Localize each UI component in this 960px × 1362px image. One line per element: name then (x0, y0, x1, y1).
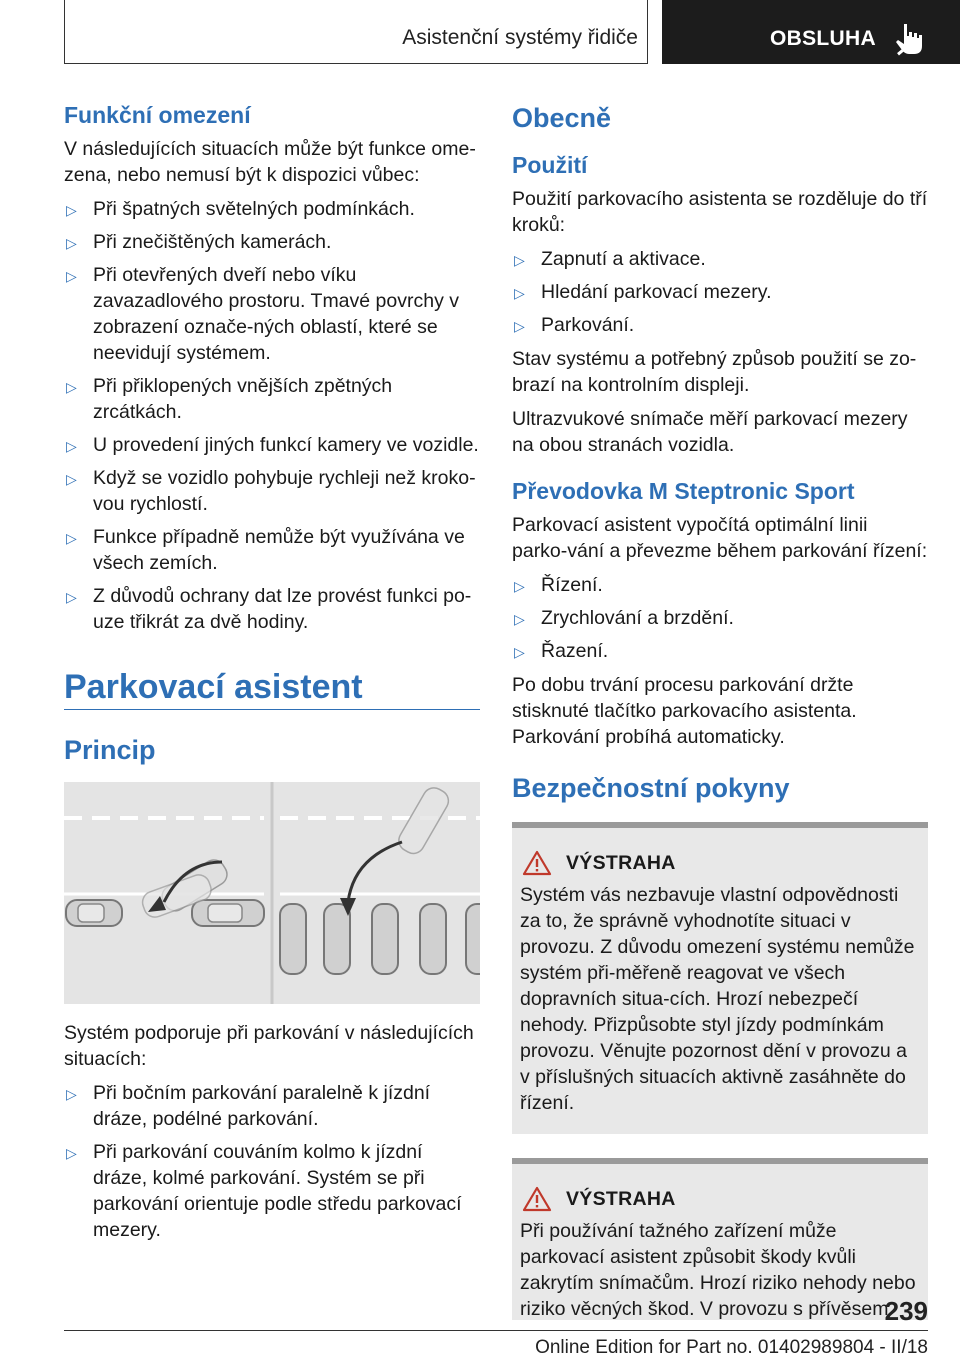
bullet-triangle-icon: ▷ (514, 318, 525, 334)
warning-title: VÝSTRAHA (566, 1187, 676, 1210)
bullet-triangle-icon: ▷ (514, 252, 525, 268)
bullet-triangle-icon: ▷ (514, 285, 525, 301)
usage-heading: Použití (512, 152, 588, 178)
list-item: ▷ Řízení. (512, 572, 928, 598)
list-item: ▷ Z důvodů ochrany dat lze provést funkci po-uze třikrát za dvě hodiny. (66, 585, 472, 633)
limits-intro: V následujících situacích může být funkce ome-zena, nebo nemusí být k dispozici vůbec: (64, 138, 476, 186)
usage-list (512, 246, 928, 338)
header-section-title: Asistenční systémy řidiče (402, 26, 638, 49)
limits-list (64, 196, 480, 635)
principle-list (64, 1080, 480, 1243)
warning-box (512, 822, 928, 1134)
car-icon (466, 904, 480, 974)
list-item: ▷ Funkce případně nemůže být využívána ve všech zemích. (66, 526, 465, 574)
parking-diagram (64, 782, 480, 1004)
car-icon (372, 904, 398, 974)
warning-text: Systém vás nezbavuje vlastní odpovědnosti za to, že správně vyhodnotíte situaci v provozu. Z důvodu omezení systému nemůže systém při-měřeně reagovat ve všech dopravních situa-cích. Hrozí nebezpečí nehody. Přizpůsobte styl jízdy podmínkám provozu. Věnujte pozornost dění v provozu a v příslušných situacích aktivně zasáhněte do řízení. (520, 884, 915, 1114)
car-icon (420, 904, 446, 974)
header-tab-label: OBSLUHA (770, 27, 876, 50)
bullet-triangle-icon: ▷ (66, 235, 77, 251)
hand-pointer-icon (894, 22, 924, 56)
list-item: ▷ Při znečištěných kamerách. (64, 229, 480, 255)
list-item: ▷ Při parkování couváním kolmo k jízdní dráze, kolmé parkování. Systém se při parkování orientuje podle středu parkovací mezery. (66, 1141, 462, 1241)
transmission-paragraph: Po dobu trvání procesu parkování držte stisknuté tlačítko parkovacího asistenta. Parkování probíhá automaticky. (512, 674, 857, 748)
chapter-heading-block (64, 665, 480, 710)
bullet-triangle-icon: ▷ (66, 471, 77, 487)
warning-triangle-icon (522, 1186, 552, 1212)
list-item: ▷ Zapnutí a aktivace. (512, 246, 928, 272)
right-column (512, 100, 928, 1344)
usage-paragraph-2: Ultrazvukové snímače měří parkovací mezery na obou stranách vozidla. (512, 408, 908, 456)
bullet-triangle-icon: ▷ (66, 530, 77, 546)
list-item: ▷ Zrychlování a brzdění. (512, 605, 928, 631)
parking-illustration (64, 782, 480, 1004)
list-item: ▷ Při otevřených dveří nebo víku zavazadlového prostoru. Tmavé povrchy v zobrazení označe-ných oblastí, které se neevidují systémem. (66, 264, 459, 364)
safety-heading: Bezpečnostní pokyny (512, 773, 790, 803)
usage-intro: Použití parkovacího asistenta se rozděluje do tří kroků: (512, 188, 928, 236)
transmission-heading: Převodovka M Steptronic Sport (512, 478, 855, 504)
car-icon (324, 904, 350, 974)
bullet-triangle-icon: ▷ (66, 268, 77, 284)
principle-intro: Systém podporuje při parkování v následujících situacích: (64, 1022, 474, 1070)
chapter-title: Parkovací asistent (64, 668, 363, 706)
list-item: ▷ Řazení. (512, 638, 928, 664)
bullet-triangle-icon: ▷ (514, 644, 525, 660)
principle-heading: Princip (64, 735, 156, 765)
warning-text: Při používání tažného zařízení může parkovací asistent způsobit škody kvůli zakrytím snímačům. Hrozí riziko nehody nebo riziko věcných škod. V provozu s přívěsem (520, 1220, 916, 1320)
footer-divider (64, 1330, 928, 1331)
usage-paragraph-1: Stav systému a potřebný způsob použití se zo-brazí na kontrolním displeji. (512, 348, 917, 396)
list-item: ▷ Při přiklopených vnějších zpětných zrcátkách. (66, 375, 393, 423)
bullet-triangle-icon: ▷ (66, 379, 77, 395)
general-heading: Obecně (512, 103, 612, 133)
list-item: ▷ U provedení jiných funkcí kamery ve vozidle. (64, 432, 480, 458)
warning-triangle-icon (522, 850, 552, 876)
car-icon (280, 904, 306, 974)
bullet-triangle-icon: ▷ (66, 1145, 77, 1161)
list-item: ▷ Parkování. (512, 312, 928, 338)
list-item: ▷ Když se vozidlo pohybuje rychleji než kroko-vou rychlostí. (66, 467, 476, 515)
bullet-triangle-icon: ▷ (66, 202, 77, 218)
list-item: ▷ Při bočním parkování paralelně k jízdní dráze, podélné parkování. (66, 1082, 431, 1130)
list-item: ▷ Hledání parkovací mezery. (512, 279, 928, 305)
car-icon (192, 900, 264, 926)
bullet-triangle-icon: ▷ (514, 578, 525, 594)
page-number: 239 (884, 1296, 928, 1326)
bullet-triangle-icon: ▷ (66, 438, 77, 454)
warning-title: VÝSTRAHA (566, 851, 676, 874)
header-tab (662, 0, 960, 64)
transmission-list (512, 572, 928, 664)
list-item: ▷ Při špatných světelných podmínkách. (64, 196, 480, 222)
car-icon (66, 900, 122, 926)
left-column (64, 100, 480, 1251)
bullet-triangle-icon: ▷ (514, 611, 525, 627)
warning-box (512, 1158, 928, 1320)
footer-edition: Online Edition for Part no. 01402989804 - II/18 (535, 1337, 928, 1358)
bullet-triangle-icon: ▷ (66, 589, 77, 605)
transmission-intro: Parkovací asistent vypočítá optimální linii parko-vání a převezme během parkování řízení: (512, 514, 928, 562)
limits-heading: Funkční omezení (64, 102, 251, 128)
bullet-triangle-icon: ▷ (66, 1086, 77, 1102)
